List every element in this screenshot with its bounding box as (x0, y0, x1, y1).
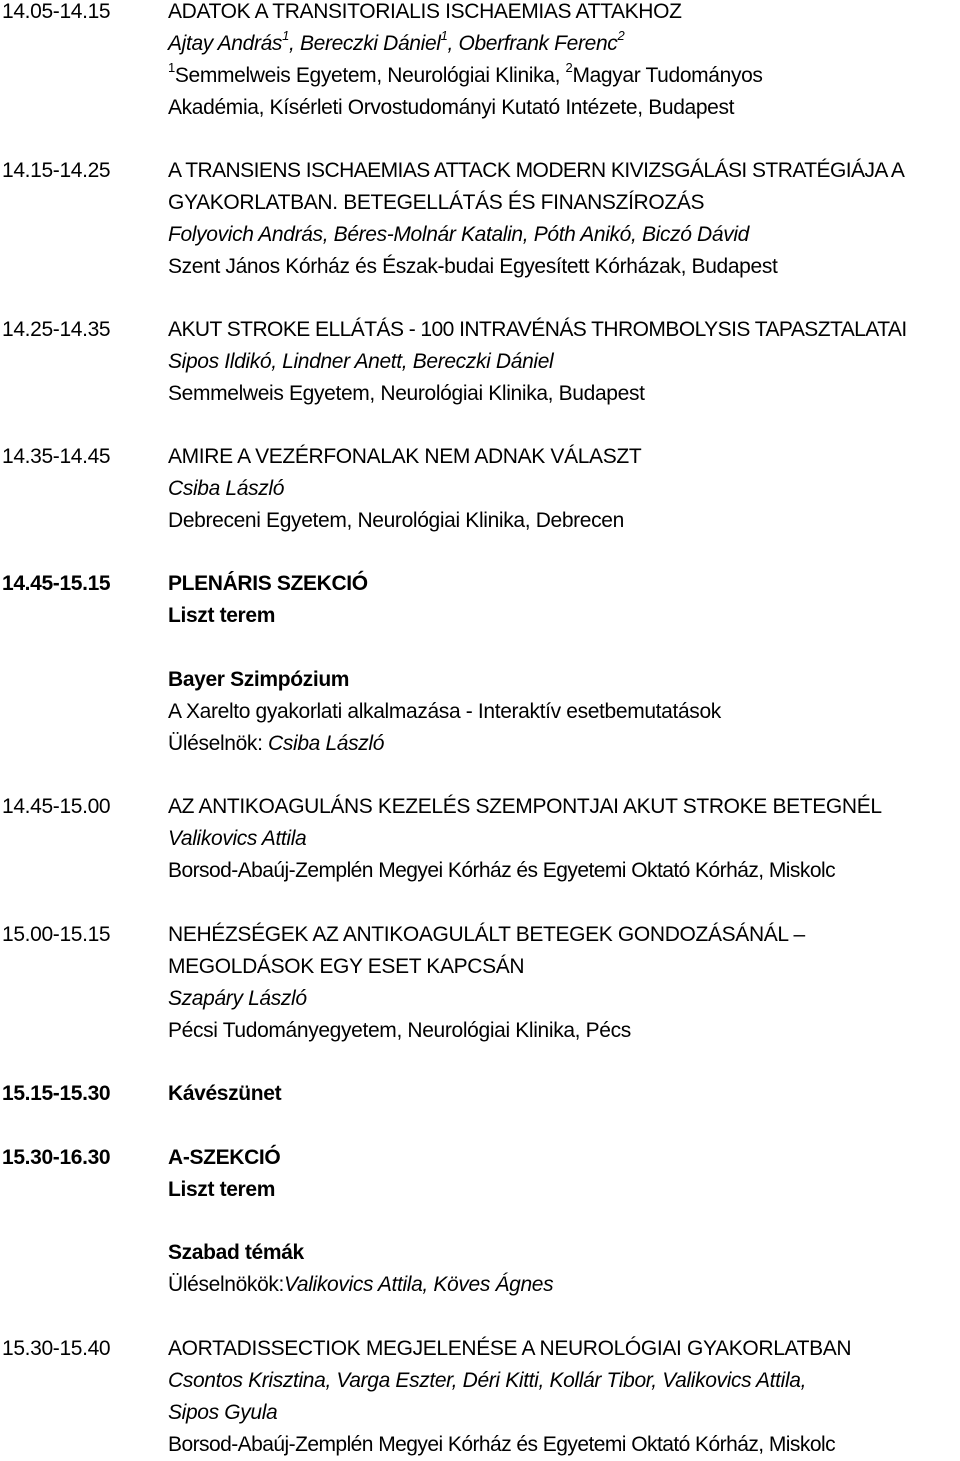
talk-affiliation-continued: Akadémia, Kísérleti Orvostudományi Kutató Intézete, Budapest (168, 96, 735, 119)
program-entry (0, 0, 960, 27)
session-room: Liszt terem (168, 604, 276, 627)
talk-title-continued: GYAKORLATBAN. BETEGELLÁTÁS ÉS FINANSZÍROZÁS (168, 191, 705, 214)
talk-title: ADATOK A TRANSITORIALIS ISCHAEMIAS ATTAKHOZ (168, 0, 682, 23)
break-title: Kávészünet (168, 1082, 282, 1105)
talk-authors: Csontos Krisztina, Varga Eszter, Déri Kitti, Kollár Tibor, Valikovics Attila, (168, 1369, 807, 1392)
program-entry (0, 920, 960, 950)
talk-authors: Szapáry László (168, 987, 307, 1010)
talk-title: NEHÉZSÉGEK AZ ANTIKOAGULÁLT BETEGEK GONDOZÁSÁNÁL – (168, 923, 805, 946)
program-entry (0, 315, 960, 345)
symposium-title: Bayer Szimpózium (168, 668, 350, 691)
talk-affiliation: Pécsi Tudományegyetem, Neurológiai Klinika, Pécs (168, 1019, 631, 1042)
talk-affiliation: $^1$Semmelweis Egyetem, Neurológiai Klinika, $^2$Magyar Tudományos (168, 60, 763, 87)
talk-authors-continued: Sipos Gyula (168, 1401, 278, 1424)
session-time: 15.15-15.30 (2, 1082, 111, 1105)
section-title: A-SZEKCIÓ (168, 1146, 281, 1169)
session-room: Liszt terem (168, 1178, 276, 1201)
talk-authors: Ajtay András$^1$, Bereczki Dániel$^1$, Oberfrank Ferenc$^2$ (168, 28, 625, 55)
talk-affiliation: Szent János Kórház és Észak-budai Egyesített Kórházak, Budapest (168, 255, 778, 278)
session-time: 14.05-14.15 (2, 0, 111, 23)
session-time: 14.15-14.25 (2, 159, 111, 182)
program-entry (0, 1334, 960, 1364)
talk-authors: Csiba László (168, 477, 285, 500)
talk-title: AZ ANTIKOAGULÁNS KEZELÉS SZEMPONTJAI AKUT STROKE BETEGNÉL (168, 795, 882, 818)
talk-title: AKUT STROKE ELLÁTÁS - 100 INTRAVÉNÁS THROMBOLYSIS TAPASZTALATAI (168, 318, 907, 341)
program-entry (0, 569, 960, 599)
session-time: 14.45-15.15 (2, 572, 111, 595)
talk-title: AMIRE A VEZÉRFONALAK NEM ADNAK VÁLASZT (168, 445, 642, 468)
session-time: 14.45-15.00 (2, 795, 111, 818)
symposium-subtitle: A Xarelto gyakorlati alkalmazása - Interaktív esetbemutatások (168, 700, 721, 723)
session-time: 14.25-14.35 (2, 318, 111, 341)
talk-authors: Sipos Ildikó, Lindner Anett, Bereczki Dániel (168, 350, 554, 373)
talk-authors: Valikovics Attila (168, 827, 307, 850)
section-topic: Szabad témák (168, 1241, 304, 1264)
session-chair: Üléselnök: Csiba László (168, 732, 385, 755)
talk-title: A TRANSIENS ISCHAEMIAS ATTACK MODERN KIVIZSGÁLÁSI STRATÉGIÁJA A (168, 159, 905, 182)
talk-affiliation: Borsod-Abaúj-Zemplén Megyei Kórház és Egyetemi Oktató Kórház, Miskolc (168, 1433, 836, 1456)
program-entry (0, 1143, 960, 1173)
session-time: 14.35-14.45 (2, 445, 111, 468)
session-time: 15.30-16.30 (2, 1146, 111, 1169)
section-title: PLENÁRIS SZEKCIÓ (168, 572, 368, 595)
talk-title-continued: MEGOLDÁSOK EGY ESET KAPCSÁN (168, 955, 525, 978)
program-entry (0, 156, 960, 186)
program-entry (0, 442, 960, 472)
talk-authors: Folyovich András, Béres-Molnár Katalin, Póth Anikó, Biczó Dávid (168, 223, 749, 246)
program-entry (0, 792, 960, 822)
program-entry (0, 1079, 960, 1109)
talk-affiliation: Semmelweis Egyetem, Neurológiai Klinika, Budapest (168, 382, 645, 405)
session-time: 15.00-15.15 (2, 923, 111, 946)
session-time: 15.30-15.40 (2, 1337, 111, 1360)
talk-title: AORTADISSECTIOK MEGJELENÉSE A NEUROLÓGIAI GYAKORLATBAN (168, 1337, 852, 1360)
talk-affiliation: Debreceni Egyetem, Neurológiai Klinika, Debrecen (168, 509, 624, 532)
talk-affiliation: Borsod-Abaúj-Zemplén Megyei Kórház és Egyetemi Oktató Kórház, Miskolc (168, 859, 836, 882)
session-chair: Üléselnökök:Valikovics Attila, Köves Ágnes (168, 1273, 554, 1296)
